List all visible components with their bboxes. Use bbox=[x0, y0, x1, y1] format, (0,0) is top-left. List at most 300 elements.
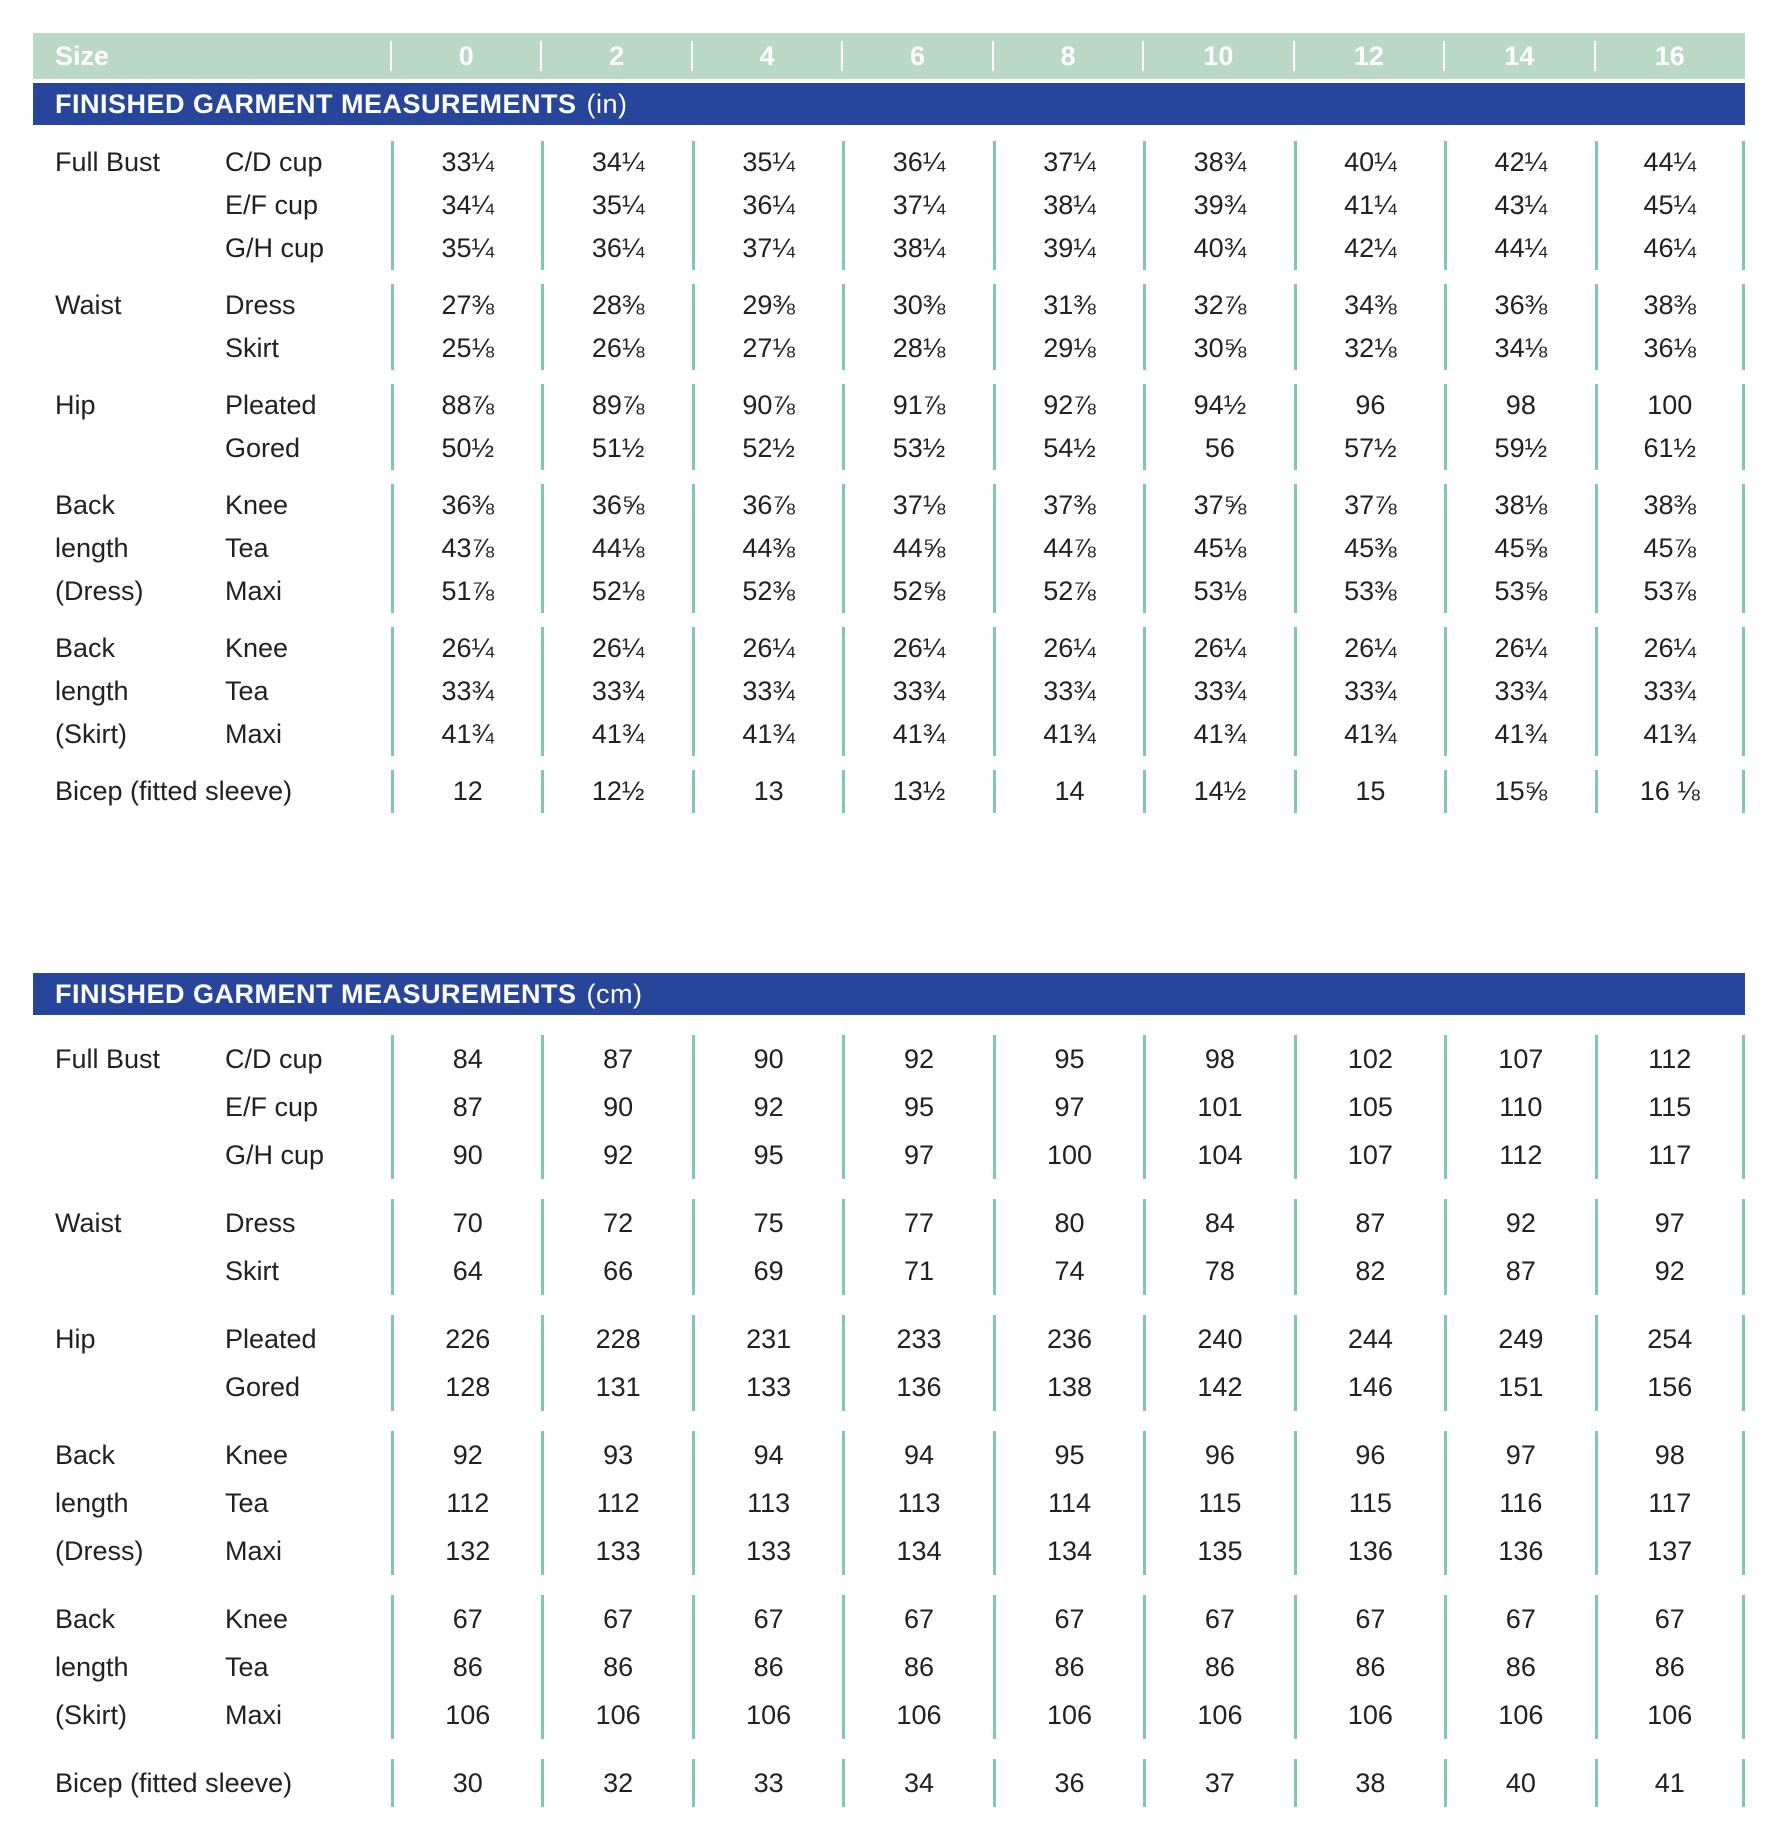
group-label: length bbox=[55, 533, 129, 563]
measurement-value: 92 bbox=[541, 1131, 691, 1179]
size-column-header: 8 bbox=[993, 33, 1143, 79]
group-label bbox=[33, 184, 223, 227]
measurement-group bbox=[33, 770, 1745, 813]
measurement-group bbox=[33, 1431, 1745, 1575]
measurement-value: 78 bbox=[1143, 1247, 1293, 1295]
section-title: FINISHED GARMENT MEASUREMENTS bbox=[55, 978, 577, 1009]
size-column-header: 10 bbox=[1143, 33, 1293, 79]
measurement-value: 12½ bbox=[541, 770, 691, 813]
measurement-value: 95 bbox=[993, 1035, 1143, 1083]
measurement-value: 52⅝ bbox=[842, 570, 992, 613]
group-label: length bbox=[55, 1651, 129, 1682]
measurement-value: 28⅜ bbox=[541, 284, 691, 327]
measurement-value: 87 bbox=[1444, 1247, 1594, 1295]
measurement-value: 39¼ bbox=[993, 227, 1143, 270]
measurement-value: 151 bbox=[1444, 1363, 1594, 1411]
measurement-value: 156 bbox=[1595, 1363, 1745, 1411]
measurement-groups bbox=[33, 1035, 1745, 1807]
measurement-value: 112 bbox=[1444, 1131, 1594, 1179]
measurements-section-cm bbox=[33, 973, 1745, 1807]
measurement-group bbox=[33, 141, 1745, 270]
group-label bbox=[33, 327, 223, 370]
measurement-value: 53⅝ bbox=[1444, 570, 1594, 613]
measurement-value: 36⅝ bbox=[541, 484, 691, 527]
measurement-value: 40¼ bbox=[1294, 141, 1444, 184]
measurement-value: 13½ bbox=[842, 770, 992, 813]
measurement-value: 67 bbox=[993, 1595, 1143, 1643]
measurement-value: 249 bbox=[1444, 1315, 1594, 1363]
measurement-value: 36⅜ bbox=[391, 484, 541, 527]
measurement-value: 97 bbox=[993, 1083, 1143, 1131]
measurement-value: 94½ bbox=[1143, 384, 1293, 427]
measurement-value: 51½ bbox=[541, 427, 691, 470]
row-sublabel: Gored bbox=[225, 433, 301, 463]
measurement-value: 30 bbox=[391, 1759, 541, 1807]
measurement-value: 26¼ bbox=[541, 627, 691, 670]
row-sublabel: Knee bbox=[225, 1439, 289, 1470]
measurement-value: 92 bbox=[1595, 1247, 1745, 1295]
measurement-value: 133 bbox=[541, 1527, 691, 1575]
section-title: FINISHED GARMENT MEASUREMENTS bbox=[55, 88, 577, 119]
measurement-value: 43⅞ bbox=[391, 527, 541, 570]
measurements-section-in bbox=[33, 83, 1745, 813]
measurement-value: 117 bbox=[1595, 1479, 1745, 1527]
row-sublabel: Gored bbox=[225, 1371, 301, 1402]
measurement-value: 254 bbox=[1595, 1315, 1745, 1363]
measurement-value: 84 bbox=[1143, 1199, 1293, 1247]
row-sublabel: Knee bbox=[225, 633, 289, 663]
measurement-value: 86 bbox=[541, 1643, 691, 1691]
measurement-value: 104 bbox=[1143, 1131, 1293, 1179]
measurement-value: 26¼ bbox=[391, 627, 541, 670]
measurement-value: 33¾ bbox=[993, 670, 1143, 713]
measurement-value: 80 bbox=[993, 1199, 1143, 1247]
row-sublabel: Maxi bbox=[225, 576, 283, 606]
measurement-value: 41¾ bbox=[842, 713, 992, 756]
measurement-value: 38¼ bbox=[842, 227, 992, 270]
measurement-value: 95 bbox=[842, 1083, 992, 1131]
measurement-value: 77 bbox=[842, 1199, 992, 1247]
measurement-value: 36¼ bbox=[842, 141, 992, 184]
measurement-value: 95 bbox=[993, 1431, 1143, 1479]
measurement-value: 50½ bbox=[391, 427, 541, 470]
measurement-value: 67 bbox=[391, 1595, 541, 1643]
group-label: Waist bbox=[55, 290, 122, 320]
measurement-value: 40 bbox=[1444, 1759, 1594, 1807]
row-sublabel: Skirt bbox=[225, 1255, 279, 1286]
measurement-value: 45⅞ bbox=[1595, 527, 1745, 570]
measurement-value: 41¾ bbox=[692, 713, 842, 756]
measurement-value: 244 bbox=[1294, 1315, 1444, 1363]
measurement-value: 113 bbox=[692, 1479, 842, 1527]
row-sublabel: Pleated bbox=[225, 390, 317, 420]
measurement-value: 34¼ bbox=[541, 141, 691, 184]
measurement-value: 106 bbox=[993, 1691, 1143, 1739]
group-label: (Dress) bbox=[55, 576, 144, 606]
measurement-value: 146 bbox=[1294, 1363, 1444, 1411]
measurement-value: 38¼ bbox=[993, 184, 1143, 227]
measurement-value: 132 bbox=[391, 1527, 541, 1575]
measurement-value: 44⅛ bbox=[541, 527, 691, 570]
measurement-value: 25⅛ bbox=[391, 327, 541, 370]
group-label bbox=[33, 227, 223, 270]
measurement-value: 32 bbox=[541, 1759, 691, 1807]
measurement-value: 41¾ bbox=[993, 713, 1143, 756]
measurement-value: 39¾ bbox=[1143, 184, 1293, 227]
size-column-header: 12 bbox=[1294, 33, 1444, 79]
row-label: Bicep (fitted sleeve) bbox=[55, 776, 293, 806]
measurement-value: 136 bbox=[842, 1363, 992, 1411]
measurement-value: 33¾ bbox=[692, 670, 842, 713]
measurement-value: 134 bbox=[993, 1527, 1143, 1575]
row-sublabel: Knee bbox=[225, 1603, 289, 1634]
measurement-value: 26¼ bbox=[1143, 627, 1293, 670]
measurement-value: 45⅜ bbox=[1294, 527, 1444, 570]
measurement-sections bbox=[33, 83, 1745, 1807]
measurement-value: 115 bbox=[1294, 1479, 1444, 1527]
measurement-value: 34¼ bbox=[391, 184, 541, 227]
measurement-value: 92 bbox=[1444, 1199, 1594, 1247]
measurement-value: 106 bbox=[692, 1691, 842, 1739]
measurement-value: 115 bbox=[1143, 1479, 1293, 1527]
measurement-value: 26¼ bbox=[993, 627, 1143, 670]
measurement-value: 67 bbox=[1444, 1595, 1594, 1643]
row-sublabel: Maxi bbox=[225, 719, 283, 749]
measurement-value: 231 bbox=[692, 1315, 842, 1363]
measurement-value: 38⅜ bbox=[1595, 284, 1745, 327]
measurement-value: 86 bbox=[1143, 1643, 1293, 1691]
measurement-value: 131 bbox=[541, 1363, 691, 1411]
measurement-value: 53⅛ bbox=[1143, 570, 1293, 613]
group-label: (Skirt) bbox=[55, 719, 127, 749]
measurement-value: 41¾ bbox=[541, 713, 691, 756]
measurement-value: 34⅜ bbox=[1294, 284, 1444, 327]
measurement-group bbox=[33, 484, 1745, 613]
section-banner bbox=[33, 83, 1745, 125]
measurement-value: 88⅞ bbox=[391, 384, 541, 427]
measurement-value: 26¼ bbox=[692, 627, 842, 670]
section-banner bbox=[33, 973, 1745, 1015]
group-label bbox=[33, 1363, 223, 1411]
measurement-value: 45¼ bbox=[1595, 184, 1745, 227]
size-header-row bbox=[33, 33, 1745, 79]
measurement-value: 86 bbox=[993, 1643, 1143, 1691]
measurement-value: 45⅛ bbox=[1143, 527, 1293, 570]
measurement-value: 135 bbox=[1143, 1527, 1293, 1575]
row-sublabel: Pleated bbox=[225, 1323, 317, 1354]
measurement-value: 36¼ bbox=[541, 227, 691, 270]
row-sublabel: C/D cup bbox=[225, 147, 323, 177]
measurement-value: 100 bbox=[1595, 384, 1745, 427]
measurement-value: 41¾ bbox=[1595, 713, 1745, 756]
measurement-value: 67 bbox=[692, 1595, 842, 1643]
measurement-value: 35¼ bbox=[541, 184, 691, 227]
measurement-value: 86 bbox=[1595, 1643, 1745, 1691]
measurement-value: 37⅜ bbox=[993, 484, 1143, 527]
group-label: Back bbox=[55, 633, 116, 663]
measurement-value: 97 bbox=[1595, 1199, 1745, 1247]
measurement-value: 66 bbox=[541, 1247, 691, 1295]
row-sublabel: E/F cup bbox=[225, 190, 319, 220]
measurement-value: 40¾ bbox=[1143, 227, 1293, 270]
measurement-value: 67 bbox=[1294, 1595, 1444, 1643]
measurement-value: 36⅛ bbox=[1595, 327, 1745, 370]
measurement-value: 90⅞ bbox=[692, 384, 842, 427]
measurement-value: 98 bbox=[1143, 1035, 1293, 1083]
measurement-value: 94 bbox=[842, 1431, 992, 1479]
measurement-value: 142 bbox=[1143, 1363, 1293, 1411]
measurement-value: 42¼ bbox=[1294, 227, 1444, 270]
measurement-value: 87 bbox=[391, 1083, 541, 1131]
measurement-value: 136 bbox=[1444, 1527, 1594, 1575]
measurement-value: 98 bbox=[1444, 384, 1594, 427]
measurement-value: 54½ bbox=[993, 427, 1143, 470]
measurement-value: 35¼ bbox=[391, 227, 541, 270]
row-sublabel: Maxi bbox=[225, 1535, 283, 1566]
measurement-value: 27⅜ bbox=[391, 284, 541, 327]
measurement-value: 37⅞ bbox=[1294, 484, 1444, 527]
measurement-value: 33¾ bbox=[391, 670, 541, 713]
measurement-value: 87 bbox=[541, 1035, 691, 1083]
measurement-value: 38¾ bbox=[1143, 141, 1293, 184]
measurement-value: 52⅜ bbox=[692, 570, 842, 613]
size-header-label: Size bbox=[55, 40, 110, 71]
measurement-value: 45⅝ bbox=[1444, 527, 1594, 570]
measurement-value: 44¼ bbox=[1444, 227, 1594, 270]
measurement-value: 90 bbox=[391, 1131, 541, 1179]
measurement-value: 61½ bbox=[1595, 427, 1745, 470]
measurement-value: 133 bbox=[692, 1527, 842, 1575]
measurement-value: 94 bbox=[692, 1431, 842, 1479]
measurement-group bbox=[33, 627, 1745, 756]
measurement-value: 113 bbox=[842, 1479, 992, 1527]
measurement-value: 101 bbox=[1143, 1083, 1293, 1131]
measurement-value: 117 bbox=[1595, 1131, 1745, 1179]
measurement-value: 226 bbox=[391, 1315, 541, 1363]
row-sublabel: Dress bbox=[225, 290, 296, 320]
row-sublabel: G/H cup bbox=[225, 233, 325, 263]
measurement-value: 33¾ bbox=[842, 670, 992, 713]
measurement-value: 53½ bbox=[842, 427, 992, 470]
measurement-value: 92 bbox=[842, 1035, 992, 1083]
row-sublabel: Tea bbox=[225, 533, 269, 563]
measurement-value: 26¼ bbox=[1294, 627, 1444, 670]
measurement-value: 89⅞ bbox=[541, 384, 691, 427]
group-label bbox=[33, 1083, 223, 1131]
group-label: (Dress) bbox=[55, 1535, 144, 1566]
group-label: Back bbox=[55, 490, 116, 520]
measurement-value: 41¾ bbox=[391, 713, 541, 756]
size-column-header: 2 bbox=[541, 33, 691, 79]
measurement-value: 133 bbox=[692, 1363, 842, 1411]
measurement-value: 41¾ bbox=[1294, 713, 1444, 756]
measurement-value: 67 bbox=[842, 1595, 992, 1643]
measurement-value: 38⅛ bbox=[1444, 484, 1594, 527]
measurement-group bbox=[33, 1199, 1745, 1295]
measurement-value: 34⅛ bbox=[1444, 327, 1594, 370]
measurement-value: 14 bbox=[993, 770, 1143, 813]
measurement-value: 106 bbox=[842, 1691, 992, 1739]
measurement-value: 56 bbox=[1143, 427, 1293, 470]
measurement-value: 98 bbox=[1595, 1431, 1745, 1479]
measurement-value: 67 bbox=[1595, 1595, 1745, 1643]
section-unit: (cm) bbox=[586, 978, 643, 1009]
group-label: Full Bust bbox=[55, 1043, 161, 1074]
measurement-value: 67 bbox=[541, 1595, 691, 1643]
measurement-value: 35¼ bbox=[692, 141, 842, 184]
measurement-value: 97 bbox=[1444, 1431, 1594, 1479]
measurement-value: 41¾ bbox=[1444, 713, 1594, 756]
group-label: Waist bbox=[55, 1207, 122, 1238]
measurement-value: 97 bbox=[842, 1131, 992, 1179]
measurement-value: 75 bbox=[692, 1199, 842, 1247]
row-sublabel: Tea bbox=[225, 1487, 269, 1518]
measurement-value: 134 bbox=[842, 1527, 992, 1575]
measurement-value: 128 bbox=[391, 1363, 541, 1411]
measurement-value: 44¼ bbox=[1595, 141, 1745, 184]
row-sublabel: Maxi bbox=[225, 1699, 283, 1730]
measurement-value: 57½ bbox=[1294, 427, 1444, 470]
measurement-value: 96 bbox=[1294, 384, 1444, 427]
measurement-value: 32⅛ bbox=[1294, 327, 1444, 370]
measurement-value: 87 bbox=[1294, 1199, 1444, 1247]
measurement-group bbox=[33, 1315, 1745, 1411]
measurement-value: 44⅜ bbox=[692, 527, 842, 570]
measurement-value: 42¼ bbox=[1444, 141, 1594, 184]
measurement-value: 106 bbox=[391, 1691, 541, 1739]
measurement-value: 33¼ bbox=[391, 141, 541, 184]
measurement-value: 14½ bbox=[1143, 770, 1293, 813]
measurement-value: 64 bbox=[391, 1247, 541, 1295]
measurement-value: 86 bbox=[1294, 1643, 1444, 1691]
measurement-value: 106 bbox=[541, 1691, 691, 1739]
measurement-value: 102 bbox=[1294, 1035, 1444, 1083]
measurement-value: 84 bbox=[391, 1035, 541, 1083]
measurement-value: 12 bbox=[391, 770, 541, 813]
measurement-value: 13 bbox=[692, 770, 842, 813]
size-column-header: 4 bbox=[692, 33, 842, 79]
measurement-group bbox=[33, 384, 1745, 470]
measurement-value: 93 bbox=[541, 1431, 691, 1479]
measurement-value: 59½ bbox=[1444, 427, 1594, 470]
group-label: Full Bust bbox=[55, 147, 161, 177]
group-label: (Skirt) bbox=[55, 1699, 127, 1730]
measurement-value: 33¾ bbox=[1595, 670, 1745, 713]
measurement-value: 71 bbox=[842, 1247, 992, 1295]
measurement-value: 138 bbox=[993, 1363, 1143, 1411]
measurement-value: 53⅜ bbox=[1294, 570, 1444, 613]
measurement-value: 95 bbox=[692, 1131, 842, 1179]
measurement-value: 92⅞ bbox=[993, 384, 1143, 427]
group-label: length bbox=[55, 1487, 129, 1518]
measurement-value: 92 bbox=[692, 1083, 842, 1131]
group-label: Back bbox=[55, 1439, 116, 1470]
measurement-value: 51⅞ bbox=[391, 570, 541, 613]
measurement-value: 70 bbox=[391, 1199, 541, 1247]
measurement-value: 106 bbox=[1143, 1691, 1293, 1739]
measurement-value: 26¼ bbox=[1444, 627, 1594, 670]
measurement-value: 86 bbox=[1444, 1643, 1594, 1691]
measurement-value: 27⅛ bbox=[692, 327, 842, 370]
measurement-value: 112 bbox=[391, 1479, 541, 1527]
measurement-value: 53⅞ bbox=[1595, 570, 1745, 613]
size-column-header: 0 bbox=[391, 33, 541, 79]
row-sublabel: Knee bbox=[225, 490, 289, 520]
measurement-value: 112 bbox=[541, 1479, 691, 1527]
measurement-value: 33¾ bbox=[1143, 670, 1293, 713]
size-column-header: 14 bbox=[1444, 33, 1594, 79]
measurement-value: 41¾ bbox=[1143, 713, 1293, 756]
measurement-value: 240 bbox=[1143, 1315, 1293, 1363]
measurement-value: 15 bbox=[1294, 770, 1444, 813]
measurement-value: 228 bbox=[541, 1315, 691, 1363]
measurement-value: 32⅞ bbox=[1143, 284, 1293, 327]
measurement-value: 37¼ bbox=[692, 227, 842, 270]
row-sublabel: C/D cup bbox=[225, 1043, 323, 1074]
row-sublabel: E/F cup bbox=[225, 1091, 319, 1122]
group-label bbox=[33, 427, 223, 470]
measurement-value: 91⅞ bbox=[842, 384, 992, 427]
measurement-value: 36 bbox=[993, 1759, 1143, 1807]
measurement-value: 44⅝ bbox=[842, 527, 992, 570]
measurement-value: 26¼ bbox=[1595, 627, 1745, 670]
measurement-value: 100 bbox=[993, 1131, 1143, 1179]
measurement-value: 33¾ bbox=[1294, 670, 1444, 713]
measurement-value: 46¼ bbox=[1595, 227, 1745, 270]
measurement-value: 29⅛ bbox=[993, 327, 1143, 370]
row-sublabel: G/H cup bbox=[225, 1139, 325, 1170]
row-sublabel: Tea bbox=[225, 676, 269, 706]
measurement-value: 233 bbox=[842, 1315, 992, 1363]
measurement-value: 38 bbox=[1294, 1759, 1444, 1807]
measurement-value: 107 bbox=[1444, 1035, 1594, 1083]
measurement-value: 96 bbox=[1294, 1431, 1444, 1479]
measurement-value: 36⅞ bbox=[692, 484, 842, 527]
measurement-value: 37¼ bbox=[842, 184, 992, 227]
measurement-value: 33¾ bbox=[541, 670, 691, 713]
measurement-value: 41 bbox=[1595, 1759, 1745, 1807]
measurement-value: 136 bbox=[1294, 1527, 1444, 1575]
measurement-value: 86 bbox=[842, 1643, 992, 1691]
measurement-group bbox=[33, 1035, 1745, 1179]
measurement-value: 30⅝ bbox=[1143, 327, 1293, 370]
measurement-value: 116 bbox=[1444, 1479, 1594, 1527]
measurement-group bbox=[33, 1759, 1745, 1807]
row-sublabel: Tea bbox=[225, 1651, 269, 1682]
measurement-value: 52⅞ bbox=[993, 570, 1143, 613]
measurement-value: 43¼ bbox=[1444, 184, 1594, 227]
measurement-value: 38⅜ bbox=[1595, 484, 1745, 527]
measurement-value: 69 bbox=[692, 1247, 842, 1295]
group-label: length bbox=[55, 676, 129, 706]
measurement-value: 15⅝ bbox=[1444, 770, 1594, 813]
measurement-value: 112 bbox=[1595, 1035, 1745, 1083]
row-label: Bicep (fitted sleeve) bbox=[55, 1767, 293, 1798]
measurement-value: 90 bbox=[692, 1035, 842, 1083]
measurement-value: 115 bbox=[1595, 1083, 1745, 1131]
measurement-value: 26⅛ bbox=[541, 327, 691, 370]
measurement-value: 236 bbox=[993, 1315, 1143, 1363]
measurement-value: 33 bbox=[692, 1759, 842, 1807]
measurement-value: 29⅜ bbox=[692, 284, 842, 327]
measurement-value: 67 bbox=[1143, 1595, 1293, 1643]
measurement-value: 52⅛ bbox=[541, 570, 691, 613]
measurement-value: 86 bbox=[391, 1643, 541, 1691]
measurement-value: 36¼ bbox=[692, 184, 842, 227]
measurement-value: 90 bbox=[541, 1083, 691, 1131]
measurement-value: 37⅝ bbox=[1143, 484, 1293, 527]
measurement-value: 72 bbox=[541, 1199, 691, 1247]
